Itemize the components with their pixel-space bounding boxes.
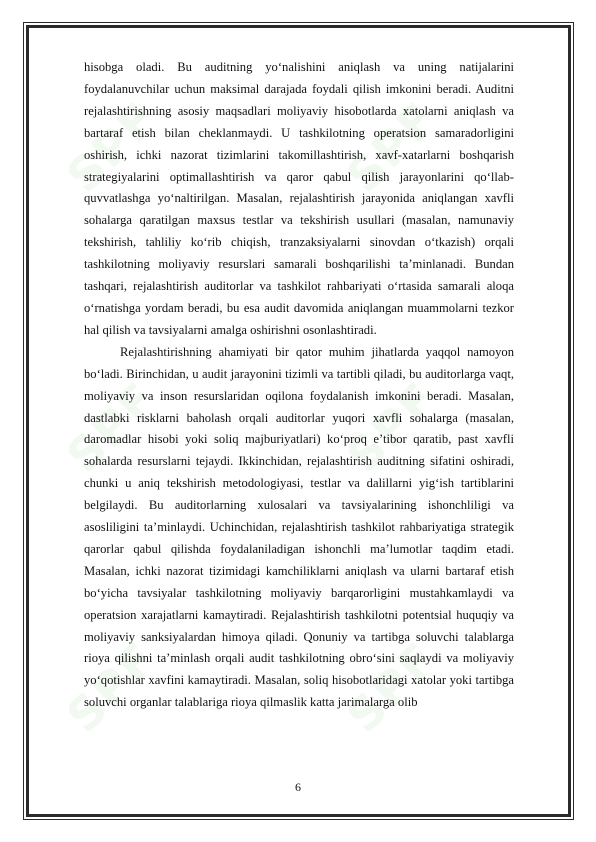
watermark: SPF: [56, 631, 169, 743]
watermark: SPF: [336, 371, 449, 483]
watermark: SPF: [336, 631, 449, 743]
watermark: SPF: [56, 371, 169, 483]
watermark: SPF: [336, 91, 449, 203]
watermark: SPF: [56, 91, 169, 203]
paragraph: hisobga oladi. Bu auditning yo‘nalishini aniqlash va uning natijalarini foydalanuvchilar uchun maksimal darajada foydali qilish imkonini beradi. Auditni rejalashtirishning asosiy maqsadlari moliyaviy hisobotlarda xatolarni aniqlash va bartaraf etish bilan cheklanmaydi. U tashkilotning operatsion samaradorligini oshirish, ichki nazorat tizimlarini takomillashtirish, xavf-xatarlarni boshqarish strategiyalarini optimallashtirish va qaror qabul qilish jarayonlarini qo‘llab-quvvatlashga yo‘naltirilgan. Masalan, rejalashtirish jarayonida aniqlangan xavfli sohalarga qaratilgan maxsus testlar va tekshirish usullari (masalan, namunaviy tekshirish, tahliliy ko‘rib chiqish, tranzaksiyalarni sinovdan o‘tkazish) orqali tashkilotning moliyaviy resurslari samarali boshqarilishi ta’minlanadi. Bundan tashqari, rejalashtirish auditorlar va tashkilot rahbariyati o‘rtasida samarali aloqa o‘rnatishga yordam beradi, bu esa audit davomida aniqlangan muammolarni tezkor hal qilish va tavsiyalarni amalga oshirishni osonlashtiradi.: [84, 60, 514, 337]
paragraph: Rejalashtirishning ahamiyati bir qator muhim jihatlarda yaqqol namoyon bo‘ladi. Birinchidan, u audit jarayonini tizimli va tartibli qiladi, bu auditorlarga vaqt, moliyaviy va inson resurslaridan oqilona foydalanish imkonini beradi. Masalan, dastlabki risklarni baholash orqali auditorlar yuqori xavfli sohalarga (masalan, daromadlar hisobi yoki soliq majburiyatlari) ko‘proq e’tibor qaratib, past xavfli sohalarda resurslarni tejaydi. Ikkinchidan, rejalashtirish auditning sifatini oshiradi, chunki u aniq tekshirish metodologiyasi, testlar va dalillarni yig‘ish tartiblarini belgilaydi. Bu auditorlarning xulosalari va tavsiyalarining ishonchliligi va asosliligini ta’minlaydi. Uchinchidan, rejalashtirish tashkilot rahbariyatiga strategik qarorlar qabul qilishda foydalaniladigan ishonchli ma’lumotlar taqdim etadi. Masalan, ichki nazorat tizimidagi kamchiliklarni aniqlash va ularni bartaraf etish bo‘yicha tavsiyalar tashkilotning moliyaviy barqarorligini mustahkamlaydi va operatsion xarajatlarni kamaytiradi. Rejalashtirish tashkilotni potentsial huquqiy va moliyaviy sanksiyalardan himoya qiladi. Qonuniy va tartibga soluvchi talablarga rioya qilishni ta’minlash orqali audit tashkilotning obro‘sini saqlaydi va moliyaviy yo‘qotishlar xavfini kamaytiradi. Masalan, soliq hisobotlaridagi xatolar yoki tartibga soluvchi organlar talablariga rioya qilmaslik katta jarimalarga olib: [84, 344, 514, 710]
page-number: 6: [295, 780, 301, 794]
body-text: [84, 57, 514, 714]
